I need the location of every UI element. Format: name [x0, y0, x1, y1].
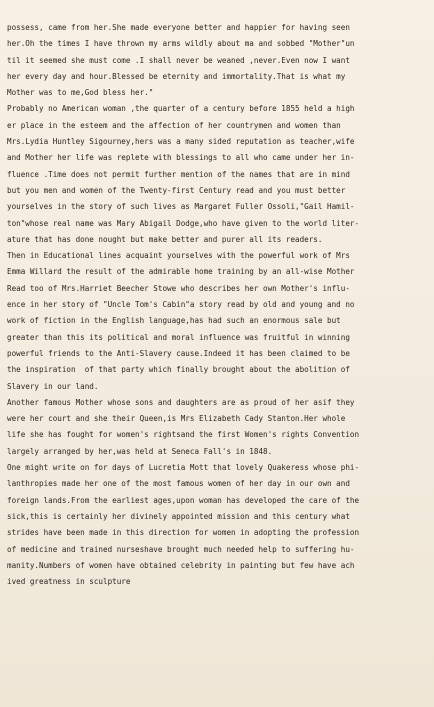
text-line: were her court and she their Queen,is Mrs Elizabeth Cady Stanton.Her whole	[7, 414, 346, 424]
text-line: Read too of Mrs.Harriet Beecher Stowe who describes her own Mother's influ-	[7, 283, 350, 293]
text-line: er place in the esteem and the affection of her countrymen and women than	[7, 120, 341, 130]
text-line: ature that has done nought but make better and purer all its readers.	[7, 234, 323, 244]
text-line: life she has fought for women's rightsand the first Women's rights Convention	[7, 430, 360, 440]
text-line: possess, came from her.She made everyone better and happier for having seen	[7, 23, 350, 32]
text-line: greater than this its political and moral influence was fruitful in winning	[7, 332, 350, 342]
text-line: but you men and women of the Twenty-first Century read and you must better	[7, 185, 346, 195]
text-line: strides have been made in this direction for women in adopting the profession	[7, 528, 360, 538]
text-line: ence in her story of "Uncle Tom's Cabin"a story read by old and young and no	[7, 300, 355, 310]
text-line: ton"whose real name was Mary Abigail Dodge,who have given to the world liter-	[7, 218, 360, 228]
text-line: her.Oh the times I have thrown my arms wildly about ma and sobbed "Mother"un	[7, 39, 355, 49]
page-body	[7, 20, 428, 590]
text-line: Slavery in our land.	[7, 381, 99, 391]
text-line: ived greatness in sculpture	[7, 577, 131, 587]
text-line: Probably no American woman ,the quarter of a century before 1855 held a high	[7, 104, 355, 114]
text-line: largely arranged by her,was held at Seneca Fall's in 1848.	[7, 446, 273, 456]
text-line: Mother was to me,God bless her."	[7, 88, 154, 98]
text-line: and Mother her life was replete with blessings to all who came under her in-	[7, 153, 355, 163]
text-line: til it seemed she must come .I shall never be weaned ,never.Even now I want	[7, 55, 350, 65]
text-line: yourselves in the story of such lives as Margaret Fuller Ossoli,"Gail Hamil-	[7, 202, 355, 212]
text-line: Then in Educational lines acquaint yourselves with the powerful work of Mrs	[7, 251, 350, 261]
text-line: lanthropies made her one of the most famous women of her day in our own and	[7, 479, 350, 489]
text-line: foreign lands.From the earliest ages,upon woman has developed the care of the	[7, 495, 360, 505]
text-line: Mrs.Lydia Huntley Sigourney,hers was a many sided reputation as teacher,wife	[7, 137, 355, 147]
text-line: fluence .Time does not permit further mention of the names that are in mind	[7, 169, 350, 179]
text-line: manity.Numbers of women have obtained celebrity in painting but few have ach	[7, 560, 355, 570]
text-line: her every day and hour.Blessed be eternity and immortality.That is what my	[7, 71, 346, 81]
text-line: work of fiction in the English language,has had such an enormous sale but	[7, 316, 341, 326]
text-line: of medicine and trained nurseshave brought much needed help to suffering hu-	[7, 544, 355, 554]
text-line: sick,this is certainly her divinely appointed mission and this century what	[7, 511, 350, 521]
text-line: Emma Willard the result of the admirable home training by an all-wise Mother	[7, 267, 355, 277]
text-line: powerful friends to the Anti-Slavery cause.Indeed it has been claimed to be	[7, 348, 350, 358]
text-line: the inspiration of that party which finally brought about the abolition of	[7, 365, 350, 375]
text-line: Another famous Mother whose sons and daughters are as proud of her asif they	[7, 397, 355, 407]
text-line: One might write on for days of Lucretia Mott that lovely Quakeress whose phi-	[7, 463, 360, 473]
